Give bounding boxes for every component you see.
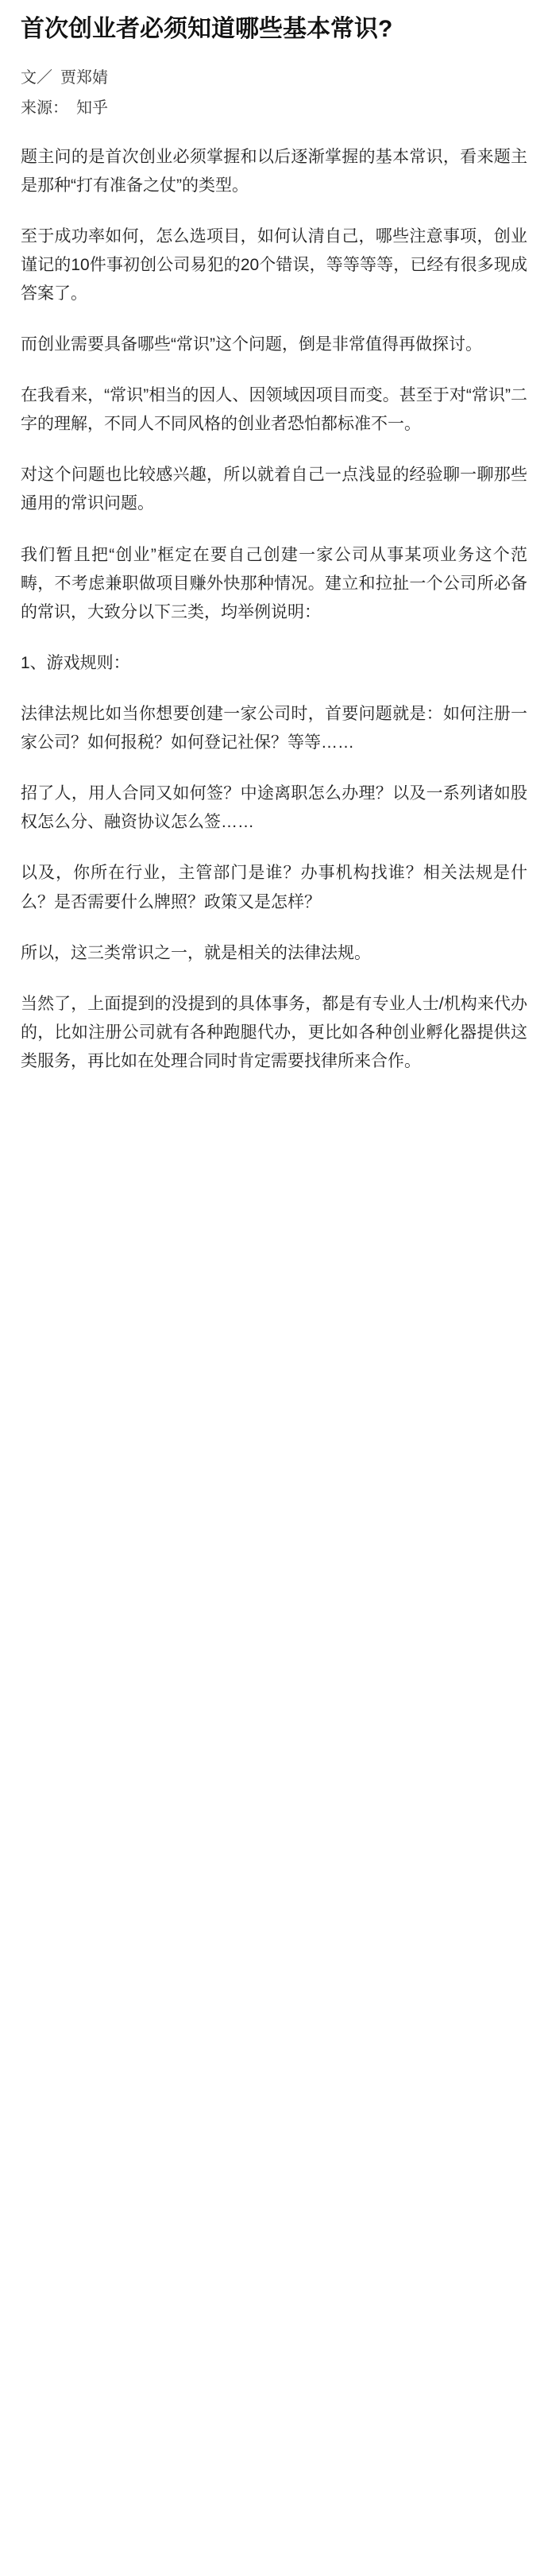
page-title: 首次创业者必须知道哪些基本常识?	[21, 16, 393, 42]
byline-source-line	[21, 95, 527, 121]
paragraph: 在我看来，“常识”相当的因人、因领域因项目而变。甚至于对“常识”二字的理解，不同人不同风格的创业者恐怕都标准不一。	[21, 386, 527, 434]
source-name: 知乎	[76, 99, 108, 117]
paragraph: 当然了，上面提到的没提到的具体事务，都是有专业人士/机构来代办的，比如注册公司就有各种跑腿代办，更比如各种创业孵化器提供这类服务，再比如在处理合同时肯定需要找律所来合作。	[21, 994, 527, 1071]
paragraph: 所以，这三类常识之一，就是相关的法律法规。	[21, 943, 371, 962]
paragraph: 招了人，用人合同又如何签？中途离职怎么办理？以及一系列诸如股权怎么分、融资协议怎么签……	[21, 784, 527, 832]
paragraph: 对这个问题也比较感兴趣，所以就着自己一点浅显的经验聊一聊那些通用的常识问题。	[21, 466, 527, 513]
source-label: 来源：	[21, 99, 68, 117]
author-label: 文／	[21, 68, 52, 87]
article-body	[21, 143, 527, 1077]
byline	[21, 65, 527, 121]
author-name: 贾郑婧	[60, 68, 108, 87]
paragraph: 以及，你所在行业，主管部门是谁？办事机构找谁？相关法规是什么？是否需要什么牌照？政策又是怎样？	[21, 864, 527, 911]
paragraph: 至于成功率如何，怎么选项目，如何认清自己，哪些注意事项，创业谨记的10件事初创公司易犯的20个错误，等等等等，已经有很多现成答案了。	[21, 226, 527, 303]
byline-author-line	[21, 65, 527, 91]
section-heading: 1、游戏规则：	[21, 653, 130, 672]
paragraph: 我们暂且把“创业”框定在要自己创建一家公司从事某项业务这个范畴，不考虑兼职做项目赚外快那种情况。建立和拉扯一个公司所必备的常识，大致分以下三类，均举例说明：	[21, 545, 527, 621]
paragraph: 题主问的是首次创业必须掌握和以后逐渐掌握的基本常识，看来题主是那种“打有准备之仗”的类型。	[21, 147, 527, 195]
paragraph: 法律法规比如当你想要创建一家公司时，首要问题就是：如何注册一家公司？如何报税？如何登记社保？等等……	[21, 705, 527, 752]
paragraph: 而创业需要具备哪些“常识”这个问题，倒是非常值得再做探讨。	[21, 335, 482, 354]
